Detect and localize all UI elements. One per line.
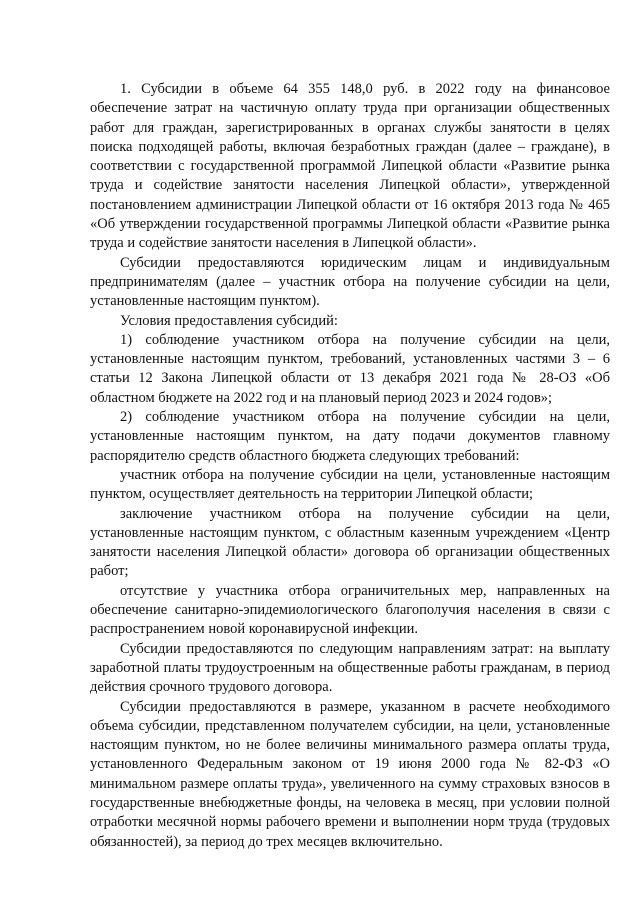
paragraph-conditions-heading: Условия предоставления субсидий:: [120, 312, 338, 329]
document-body: [90, 80, 610, 852]
paragraph-requirement-contract: заключение участником отбора на получение субсидии на цели, установленные настоящим пунктом, с областным казенным учреждением «Центр занятости населения Липецкой области» договора об организации общественных работ;: [90, 505, 610, 580]
paragraph-condition-2: 2) соблюдение участником отбора на получение субсидии на цели, установленные настоящим пунктом, на дату подачи документов главному распорядителю средств областного бюджета следующих требований:: [90, 409, 610, 464]
paragraph-requirement-restrictions: отсутствие у участника отбора ограничительных мер, направленных на обеспечение санитарно-эпидемиологического благополучия населения в связи с распространением новой коронавирусной инфекции.: [90, 582, 610, 638]
paragraph-requirement-territory: участник отбора на получение субсидии на цели, установленные настоящим пунктом, осуществляет деятельность на территории Липецкой области;: [90, 466, 610, 503]
paragraph-subsidy-amount: Субсидии предоставляются в размере, указанном в расчете необходимого объема субсидии, представленном получателем субсидии, на цели, установленные настоящим пунктом, но не более величины минимального размера оплаты труда, установленного Федеральным законом от 19 июня 2000 года № 82-ФЗ «О минимальном размере оплаты труда», увеличенного на сумму страховых взносов в государственные внебюджетные фонды, на человека в месяц, при условии полной отработки месячной нормы рабочего времени и выполнении норм труда (трудовых обязанностей), за период до трех месяцев включительно.: [90, 698, 610, 850]
paragraph-condition-1: 1) соблюдение участником отбора на получение субсидии на цели, установленные настоящим пунктом, требований, установленных частями 3 – 6 статьи 12 Закона Липецкой области от 13 декабря 2021 года № 28-ОЗ «Об областном бюджете на 2022 год и на плановый период 2023 и 2024 годов»;: [90, 331, 610, 406]
paragraph-cost-directions: Субсидии предоставляются по следующим направлениям затрат: на выплату заработной платы трудоустроенным на общественные работы гражданам, в период действия срочного трудового договора.: [90, 640, 610, 696]
paragraph-subsidy-volume: 1. Субсидии в объеме 64 355 148,0 руб. в 2022 году на финансовое обеспечение затрат на частичную оплату труда при организации общественных работ для граждан, зарегистрированных в органах службы занятости в целях поиска подходящей работы, включая безработных граждан (далее – граждане), в соответствии с государственной программой Липецкой области «Развитие рынка труда и содействие занятости населения Липецкой области», утвержденной постановлением администрации Липецкой области от 16 октября 2013 года № 465 «Об утверждении государственной программы Липецкой области «Развитие рынка труда и содействие занятости населения в Липецкой области».: [90, 81, 610, 252]
paragraph-recipients: Субсидии предоставляются юридическим лицам и индивидуальным предпринимателям (далее – участник отбора на получение субсидии на цели, установленные настоящим пунктом).: [90, 254, 610, 310]
